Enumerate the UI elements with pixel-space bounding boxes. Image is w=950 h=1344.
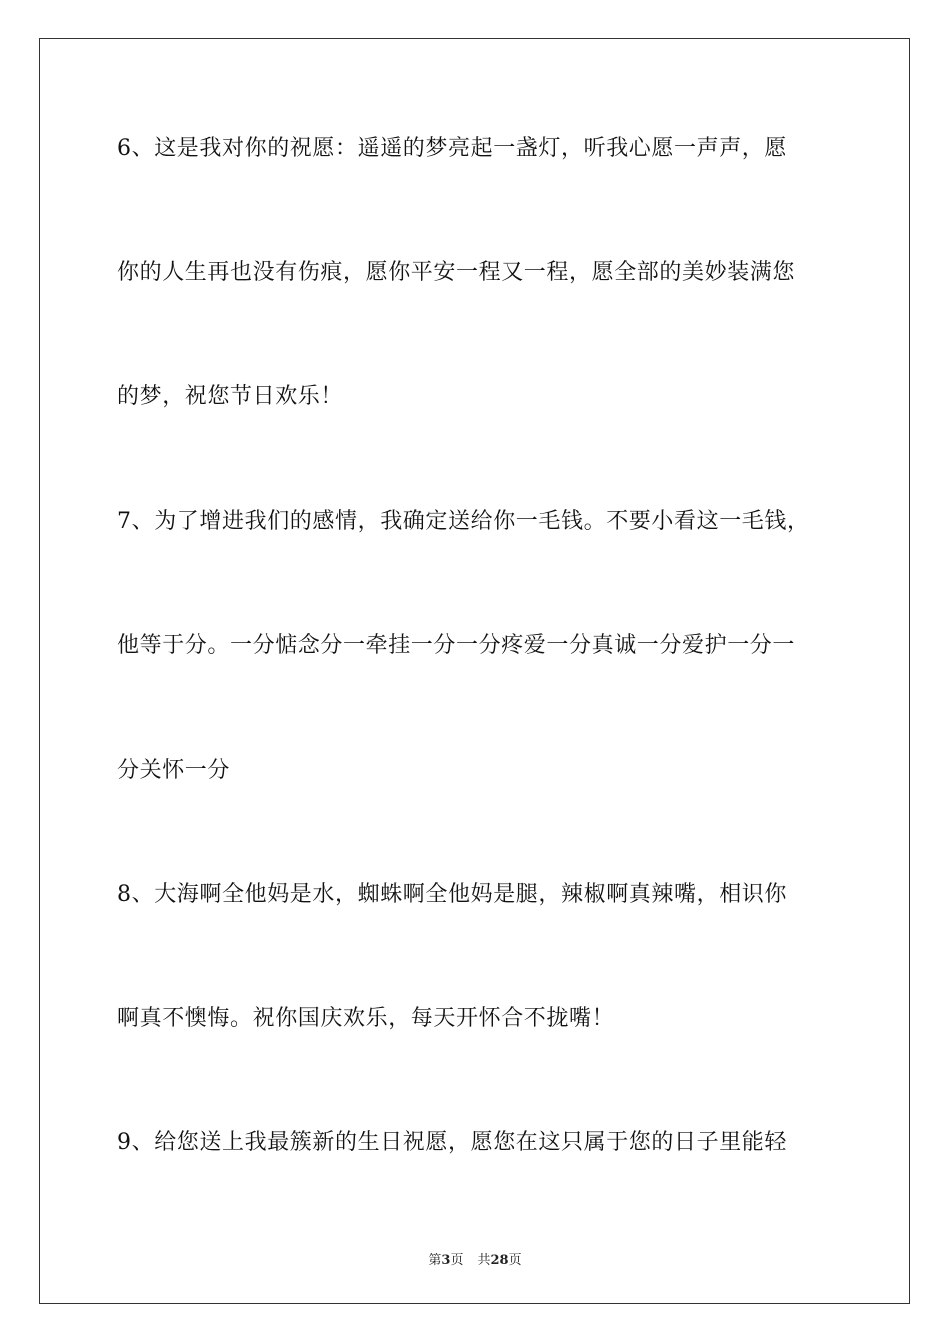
page-footer xyxy=(0,1249,950,1268)
text-line-9: 9、给您送上我最簇新的生日祝愿，愿您在这只属于您的日子里能轻 xyxy=(117,1130,787,1155)
text-line-3: 的梦，祝您节日欢乐！ xyxy=(117,384,344,409)
text-line-5: 他等于分。一分惦念分一牵挂一分一分疼爱一分真诚一分爱护一分一 xyxy=(117,633,796,658)
text-line-1: 6、这是我对你的祝愿：遥遥的梦亮起一盏灯，听我心愿一声声，愿 xyxy=(117,136,787,161)
text-line-4: 7、为了增进我们的感情，我确定送给你一毛钱。不要小看这一毛钱， xyxy=(117,509,810,534)
total-pages: 28 xyxy=(490,1253,509,1268)
page-label: 第3页 xyxy=(428,1253,464,1268)
text-line-7: 8、大海啊全他妈是水，蜘蛛啊全他妈是腿，辣椒啊真辣嘴，相识你 xyxy=(117,882,787,907)
text-line-8: 啊真不懊悔。祝你国庆欢乐，每天开怀合不拢嘴！ xyxy=(117,1006,615,1031)
page-number: 3 xyxy=(441,1253,451,1268)
text-line-2: 你的人生再也没有伤痕，愿你平安一程又一程，愿全部的美妙装满您 xyxy=(117,260,796,285)
total-pages-label: 共28页 xyxy=(477,1253,522,1268)
page-border xyxy=(39,38,910,1304)
text-line-6: 分关怀一分 xyxy=(117,758,231,783)
